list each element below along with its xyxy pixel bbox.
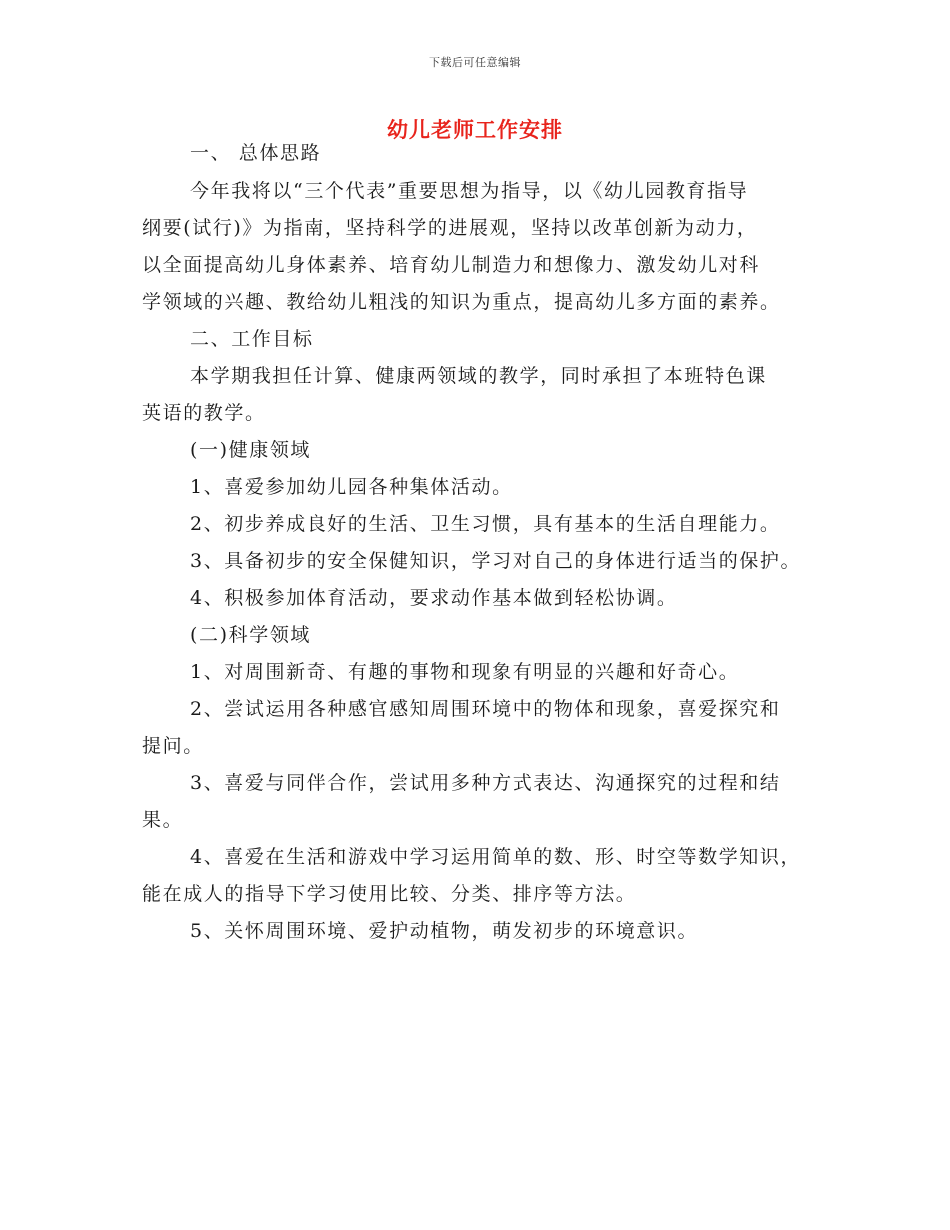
paragraph-line: 以全面提高幼儿身体素养、培育幼儿制造力和想像力、激发幼儿对科 (142, 254, 761, 276)
list-item-continuation: 果。 (142, 809, 184, 831)
paragraph-line: 本学期我担任计算、健康两领域的教学，同时承担了本班特色课 (190, 365, 767, 387)
list-item: 2、尝试运用各种感官感知周围环境中的物体和现象，喜爱探究和 (190, 698, 781, 720)
list-item: 4、喜爱在生活和游戏中学习运用简单的数、形、时空等数学知识， (190, 846, 802, 868)
paragraph-line: 纲要(试行)》为指南，坚持科学的进展观，坚持以改革创新为动力， (142, 217, 758, 239)
page-header-note: 下载后可任意编辑 (429, 56, 521, 69)
paragraph-line: 英语的教学。 (142, 402, 266, 424)
list-item-continuation: 提问。 (142, 735, 204, 757)
list-item: 4、积极参加体育活动，要求动作基本做到轻松协调。 (190, 587, 678, 609)
section-heading-overall-approach: 一、 总体思路 (190, 142, 322, 164)
subsection-heading-health: (一)健康领域 (190, 439, 312, 461)
document-title: 幼儿老师工作安排 (387, 117, 563, 142)
list-item: 1、喜爱参加幼儿园各种集体活动。 (190, 476, 513, 498)
paragraph-line: 学领域的兴趣、教给幼儿粗浅的知识为重点，提高幼儿多方面的素养。 (142, 291, 781, 313)
section-heading-work-goals: 二、工作目标 (190, 328, 314, 350)
list-item: 2、初步养成良好的生活、卫生习惯，具有基本的生活自理能力。 (190, 513, 781, 535)
list-item: 3、喜爱与同伴合作，尝试用多种方式表达、沟通探究的过程和结 (190, 772, 781, 794)
list-item: 1、对周围新奇、有趣的事物和现象有明显的兴趣和好奇心。 (190, 661, 740, 683)
subsection-heading-science: (二)科学领域 (190, 624, 312, 646)
list-item: 3、具备初步的安全保健知识，学习对自己的身体进行适当的保护。 (190, 550, 802, 572)
list-item: 5、关怀周围环境、爱护动植物，萌发初步的环境意识。 (190, 920, 699, 942)
paragraph-line: 今年我将以“三个代表”重要思想为指导，以《幼儿园教育指导 (190, 180, 749, 202)
list-item-continuation: 能在成人的指导下学习使用比较、分类、排序等方法。 (142, 883, 637, 905)
